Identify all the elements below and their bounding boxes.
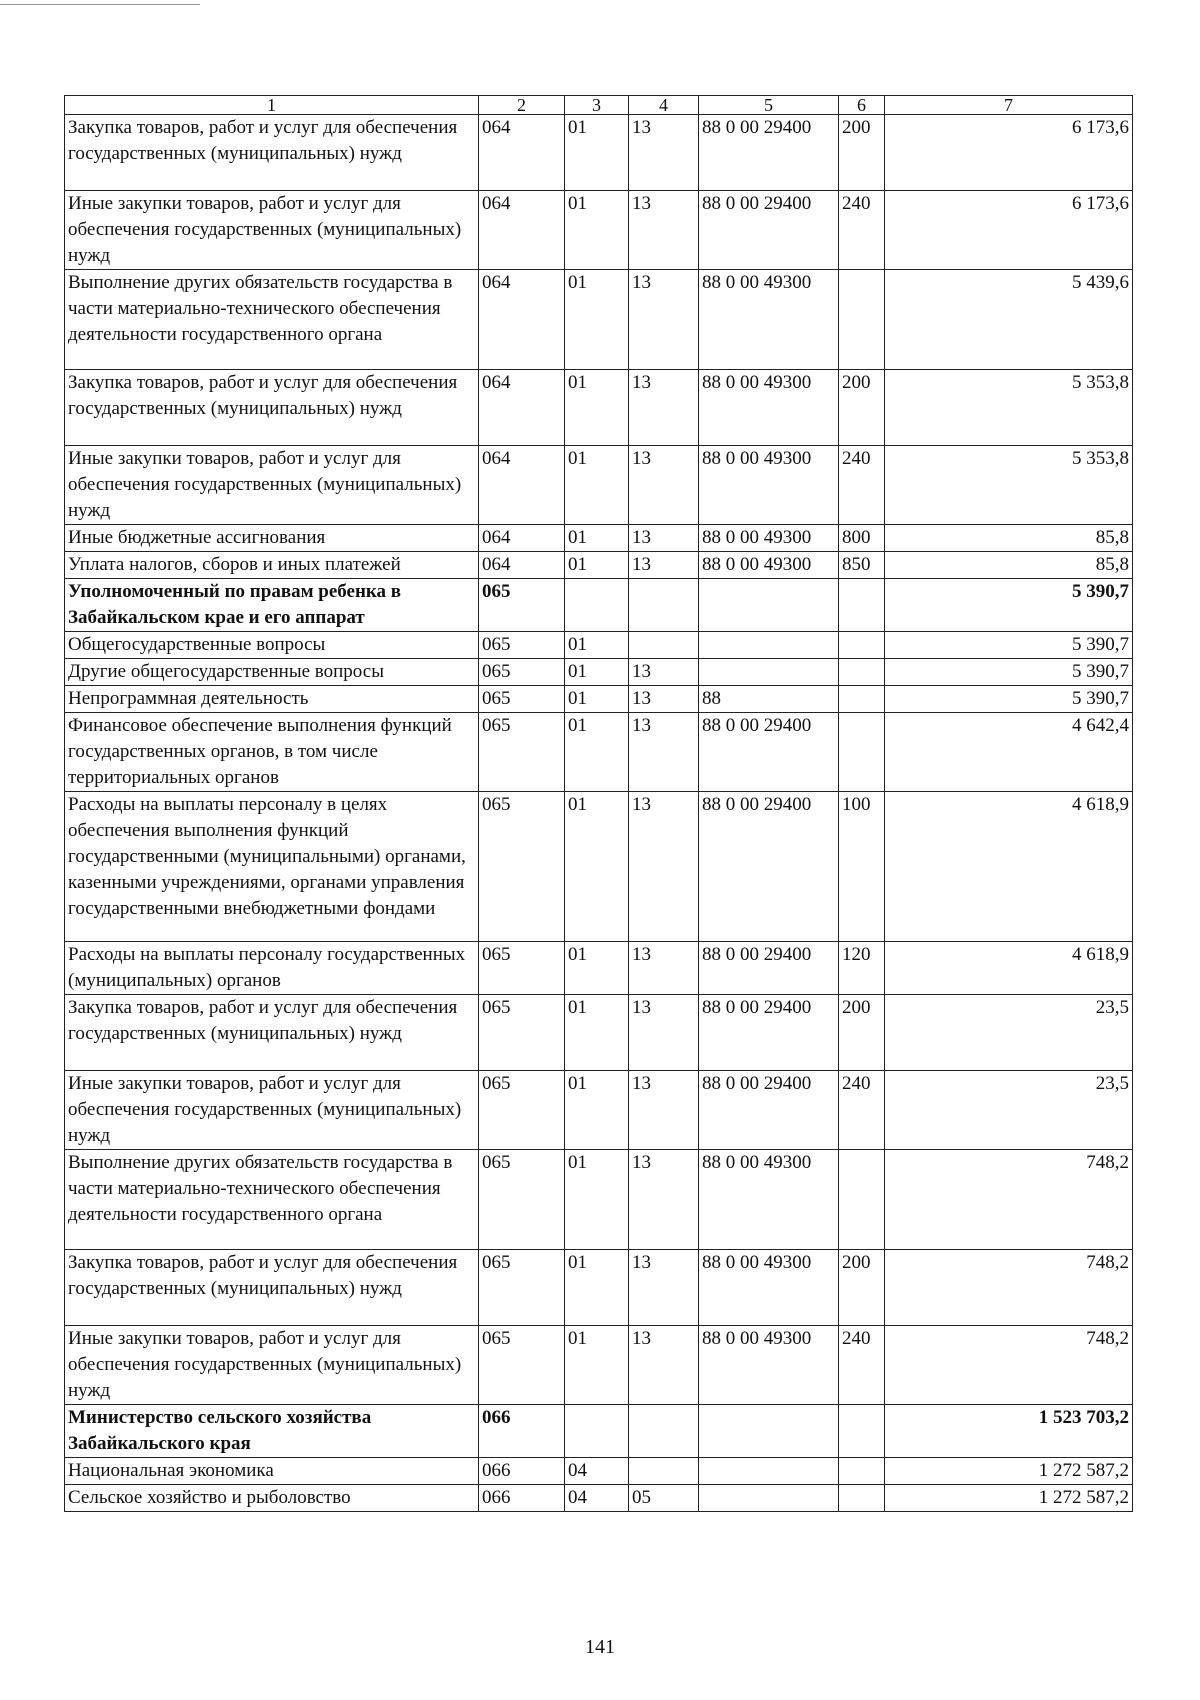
- target-article-cell: 88 0 00 29400: [699, 713, 839, 792]
- section-cell: 01: [565, 942, 629, 995]
- subsection-cell: 13: [629, 191, 699, 270]
- amount-cell: 5 390,7: [885, 686, 1133, 713]
- header-cell: 3: [565, 96, 629, 115]
- section-cell: 01: [565, 370, 629, 446]
- header-cell: 5: [699, 96, 839, 115]
- amount-cell: 6 173,6: [885, 115, 1133, 191]
- table-row: [65, 1326, 1133, 1405]
- expense-type-cell: 120: [839, 942, 885, 995]
- amount-cell: 5 390,7: [885, 659, 1133, 686]
- expense-type-cell: [839, 1405, 885, 1458]
- target-article-cell: 88: [699, 686, 839, 713]
- section-cell: [565, 579, 629, 632]
- expense-type-cell: [839, 1150, 885, 1250]
- subsection-cell: 13: [629, 115, 699, 191]
- expense-type-cell: [839, 1485, 885, 1512]
- target-article-cell: 88 0 00 29400: [699, 191, 839, 270]
- section-cell: [565, 1405, 629, 1458]
- subsection-cell: 13: [629, 1150, 699, 1250]
- subsection-cell: 13: [629, 370, 699, 446]
- subsection-cell: 13: [629, 659, 699, 686]
- expense-type-cell: [839, 1458, 885, 1485]
- admin-code-cell: 066: [479, 1405, 565, 1458]
- amount-cell: 23,5: [885, 995, 1133, 1071]
- row-name-cell: Уплата налогов, сборов и иных платежей: [65, 552, 479, 579]
- header-cell: 2: [479, 96, 565, 115]
- target-article-cell: 88 0 00 49300: [699, 525, 839, 552]
- subsection-cell: 13: [629, 446, 699, 525]
- subsection-cell: 05: [629, 1485, 699, 1512]
- subsection-cell: 13: [629, 1326, 699, 1405]
- row-name-cell: Финансовое обеспечение выполнения функций государственных органов, в том числе территориальных органов: [65, 713, 479, 792]
- admin-code-cell: 065: [479, 995, 565, 1071]
- row-name-cell: Общегосударственные вопросы: [65, 632, 479, 659]
- subsection-cell: 13: [629, 1071, 699, 1150]
- row-name-cell: Непрограммная деятельность: [65, 686, 479, 713]
- page-number: 141: [585, 1636, 615, 1658]
- row-name-cell: Иные закупки товаров, работ и услуг для обеспечения государственных (муниципальных) нужд: [65, 446, 479, 525]
- row-name-cell: Сельское хозяйство и рыболовство: [65, 1485, 479, 1512]
- table-row: [65, 1150, 1133, 1250]
- target-article-cell: [699, 1405, 839, 1458]
- expense-type-cell: 200: [839, 370, 885, 446]
- admin-code-cell: 065: [479, 713, 565, 792]
- amount-cell: 748,2: [885, 1250, 1133, 1326]
- admin-code-cell: 064: [479, 270, 565, 370]
- admin-code-cell: 066: [479, 1458, 565, 1485]
- amount-cell: 748,2: [885, 1326, 1133, 1405]
- target-article-cell: 88 0 00 49300: [699, 1150, 839, 1250]
- amount-cell: 6 173,6: [885, 191, 1133, 270]
- expense-type-cell: 240: [839, 446, 885, 525]
- table-row: [65, 446, 1133, 525]
- expense-type-cell: 850: [839, 552, 885, 579]
- budget-table: [64, 95, 1133, 1512]
- section-cell: 01: [565, 1150, 629, 1250]
- target-article-cell: 88 0 00 49300: [699, 370, 839, 446]
- admin-code-cell: 065: [479, 1250, 565, 1326]
- admin-code-cell: 065: [479, 1150, 565, 1250]
- section-cell: 01: [565, 995, 629, 1071]
- table-row: [65, 270, 1133, 370]
- target-article-cell: [699, 659, 839, 686]
- table-row: [65, 659, 1133, 686]
- subsection-cell: [629, 579, 699, 632]
- target-article-cell: 88 0 00 49300: [699, 446, 839, 525]
- amount-cell: 748,2: [885, 1150, 1133, 1250]
- row-name-cell: Национальная экономика: [65, 1458, 479, 1485]
- subsection-cell: [629, 1458, 699, 1485]
- amount-cell: 4 618,9: [885, 942, 1133, 995]
- subsection-cell: 13: [629, 995, 699, 1071]
- header-cell: 4: [629, 96, 699, 115]
- table-row: [65, 579, 1133, 632]
- admin-code-cell: 065: [479, 1071, 565, 1150]
- expense-type-cell: 240: [839, 1326, 885, 1405]
- column-number-row: [65, 96, 1133, 115]
- row-name-cell: Уполномоченный по правам ребенка в Забайкальском крае и его аппарат: [65, 579, 479, 632]
- subsection-cell: [629, 1405, 699, 1458]
- table-row: [65, 995, 1133, 1071]
- section-cell: 04: [565, 1485, 629, 1512]
- subsection-cell: 13: [629, 1250, 699, 1326]
- table-row: [65, 792, 1133, 942]
- section-cell: 04: [565, 1458, 629, 1485]
- admin-code-cell: 064: [479, 191, 565, 270]
- subsection-cell: 13: [629, 713, 699, 792]
- admin-code-cell: 065: [479, 1326, 565, 1405]
- section-cell: 01: [565, 1326, 629, 1405]
- subsection-cell: 13: [629, 552, 699, 579]
- table-row: [65, 1485, 1133, 1512]
- section-cell: 01: [565, 713, 629, 792]
- target-article-cell: [699, 1458, 839, 1485]
- section-cell: 01: [565, 1250, 629, 1326]
- amount-cell: 23,5: [885, 1071, 1133, 1150]
- amount-cell: 1 523 703,2: [885, 1405, 1133, 1458]
- row-name-cell: Закупка товаров, работ и услуг для обеспечения государственных (муниципальных) нужд: [65, 1250, 479, 1326]
- amount-cell: 5 390,7: [885, 632, 1133, 659]
- target-article-cell: 88 0 00 49300: [699, 270, 839, 370]
- section-cell: 01: [565, 659, 629, 686]
- admin-code-cell: 065: [479, 792, 565, 942]
- subsection-cell: 13: [629, 792, 699, 942]
- section-cell: 01: [565, 525, 629, 552]
- expense-type-cell: [839, 713, 885, 792]
- section-cell: 01: [565, 632, 629, 659]
- table-row: [65, 1071, 1133, 1150]
- admin-code-cell: 066: [479, 1485, 565, 1512]
- table-row: [65, 1250, 1133, 1326]
- admin-code-cell: 064: [479, 446, 565, 525]
- admin-code-cell: 065: [479, 942, 565, 995]
- section-cell: 01: [565, 115, 629, 191]
- expense-type-cell: 100: [839, 792, 885, 942]
- row-name-cell: Закупка товаров, работ и услуг для обеспечения государственных (муниципальных) нужд: [65, 370, 479, 446]
- expense-type-cell: 240: [839, 191, 885, 270]
- target-article-cell: 88 0 00 29400: [699, 995, 839, 1071]
- row-name-cell: Иные закупки товаров, работ и услуг для обеспечения государственных (муниципальных) нужд: [65, 1326, 479, 1405]
- row-name-cell: Другие общегосударственные вопросы: [65, 659, 479, 686]
- row-name-cell: Закупка товаров, работ и услуг для обеспечения государственных (муниципальных) нужд: [65, 995, 479, 1071]
- row-name-cell: Расходы на выплаты персоналу в целях обеспечения выполнения функций государственными (муниципальными) органами, казенными учреждениями, органами управления государственными внебюджетными фондами: [65, 792, 479, 942]
- row-name-cell: Министерство сельского хозяйства Забайкальского края: [65, 1405, 479, 1458]
- row-name-cell: Иные закупки товаров, работ и услуг для обеспечения государственных (муниципальных) нужд: [65, 1071, 479, 1150]
- row-name-cell: Закупка товаров, работ и услуг для обеспечения государственных (муниципальных) нужд: [65, 115, 479, 191]
- table-row: [65, 1458, 1133, 1485]
- section-cell: 01: [565, 792, 629, 942]
- section-cell: 01: [565, 191, 629, 270]
- row-name-cell: Выполнение других обязательств государства в части материально-технического обеспечения деятельности государственного органа: [65, 1150, 479, 1250]
- expense-type-cell: [839, 659, 885, 686]
- amount-cell: 4 642,4: [885, 713, 1133, 792]
- admin-code-cell: 065: [479, 686, 565, 713]
- table-row: [65, 1405, 1133, 1458]
- row-name-cell: Расходы на выплаты персоналу государственных (муниципальных) органов: [65, 942, 479, 995]
- budget-table-container: [64, 95, 1133, 1512]
- admin-code-cell: 064: [479, 370, 565, 446]
- row-name-cell: Иные закупки товаров, работ и услуг для обеспечения государственных (муниципальных) нужд: [65, 191, 479, 270]
- subsection-cell: 13: [629, 525, 699, 552]
- expense-type-cell: 200: [839, 115, 885, 191]
- expense-type-cell: 800: [839, 525, 885, 552]
- amount-cell: 5 353,8: [885, 370, 1133, 446]
- subsection-cell: 13: [629, 942, 699, 995]
- section-cell: 01: [565, 270, 629, 370]
- target-article-cell: [699, 1485, 839, 1512]
- expense-type-cell: [839, 579, 885, 632]
- expense-type-cell: [839, 632, 885, 659]
- table-row: [65, 942, 1133, 995]
- admin-code-cell: 065: [479, 632, 565, 659]
- target-article-cell: 88 0 00 49300: [699, 1250, 839, 1326]
- amount-cell: 85,8: [885, 552, 1133, 579]
- target-article-cell: 88 0 00 29400: [699, 942, 839, 995]
- expense-type-cell: 200: [839, 1250, 885, 1326]
- admin-code-cell: 064: [479, 552, 565, 579]
- table-row: [65, 552, 1133, 579]
- expense-type-cell: 240: [839, 1071, 885, 1150]
- admin-code-cell: 065: [479, 659, 565, 686]
- header-cell: 6: [839, 96, 885, 115]
- expense-type-cell: [839, 686, 885, 713]
- admin-code-cell: 065: [479, 579, 565, 632]
- amount-cell: 1 272 587,2: [885, 1485, 1133, 1512]
- row-name-cell: Выполнение других обязательств государства в части материально-технического обеспечения деятельности государственного органа: [65, 270, 479, 370]
- subsection-cell: 13: [629, 686, 699, 713]
- section-cell: 01: [565, 1071, 629, 1150]
- section-cell: 01: [565, 686, 629, 713]
- table-row: [65, 525, 1133, 552]
- amount-cell: 5 390,7: [885, 579, 1133, 632]
- amount-cell: 1 272 587,2: [885, 1458, 1133, 1485]
- expense-type-cell: 200: [839, 995, 885, 1071]
- amount-cell: 5 353,8: [885, 446, 1133, 525]
- target-article-cell: 88 0 00 29400: [699, 1071, 839, 1150]
- amount-cell: 4 618,9: [885, 792, 1133, 942]
- amount-cell: 5 439,6: [885, 270, 1133, 370]
- target-article-cell: [699, 579, 839, 632]
- subsection-cell: 13: [629, 270, 699, 370]
- row-name-cell: Иные бюджетные ассигнования: [65, 525, 479, 552]
- admin-code-cell: 064: [479, 525, 565, 552]
- expense-type-cell: [839, 270, 885, 370]
- target-article-cell: [699, 632, 839, 659]
- table-row: [65, 632, 1133, 659]
- admin-code-cell: 064: [479, 115, 565, 191]
- amount-cell: 85,8: [885, 525, 1133, 552]
- table-row: [65, 713, 1133, 792]
- header-cell: 7: [885, 96, 1133, 115]
- scan-edge-line: [0, 4, 200, 5]
- header-cell: 1: [65, 96, 479, 115]
- section-cell: 01: [565, 446, 629, 525]
- target-article-cell: 88 0 00 29400: [699, 115, 839, 191]
- target-article-cell: 88 0 00 49300: [699, 1326, 839, 1405]
- target-article-cell: 88 0 00 29400: [699, 792, 839, 942]
- section-cell: 01: [565, 552, 629, 579]
- table-row: [65, 686, 1133, 713]
- table-row: [65, 370, 1133, 446]
- target-article-cell: 88 0 00 49300: [699, 552, 839, 579]
- table-row: [65, 191, 1133, 270]
- table-row: [65, 115, 1133, 191]
- subsection-cell: [629, 632, 699, 659]
